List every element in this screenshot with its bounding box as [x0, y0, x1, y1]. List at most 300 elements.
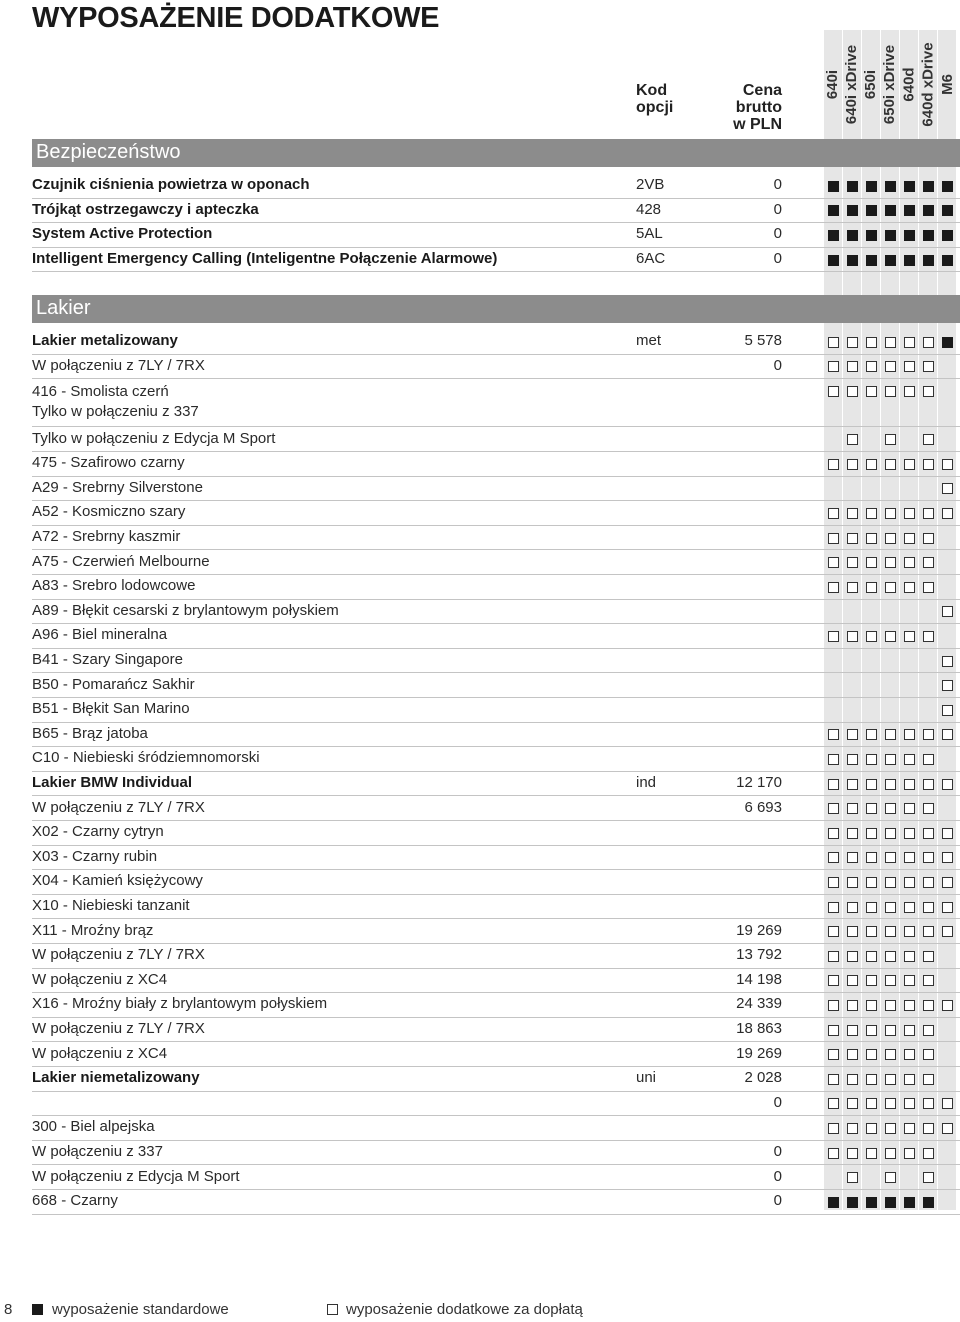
optional-equipment-icon	[942, 902, 953, 913]
table-row	[32, 1165, 960, 1190]
optional-equipment-icon	[885, 1000, 896, 1011]
standard-equipment-icon	[847, 181, 858, 192]
option-name: W połączeniu z 7LY / 7RX	[32, 946, 205, 964]
option-name: W połączeniu z 337	[32, 1143, 163, 1161]
option-price: 0	[773, 1143, 782, 1161]
table-row	[32, 649, 960, 674]
option-name: X02 - Czarny cytryn	[32, 823, 164, 841]
optional-equipment-icon	[885, 779, 896, 790]
standard-equipment-icon	[866, 1197, 877, 1208]
standard-equipment-icon	[923, 230, 934, 241]
optional-equipment-icon	[923, 877, 934, 888]
option-name: A52 - Kosmiczno szary	[32, 503, 186, 521]
optional-equipment-icon	[885, 729, 896, 740]
table-row	[32, 526, 960, 551]
option-name: W połączeniu z 7LY / 7RX	[32, 1020, 205, 1038]
table-row	[32, 673, 960, 698]
standard-equipment-icon	[942, 255, 953, 266]
standard-equipment-icon	[904, 1197, 915, 1208]
optional-equipment-icon	[923, 729, 934, 740]
optional-equipment-icon	[828, 337, 839, 348]
model-label	[862, 38, 880, 131]
optional-equipment-icon	[866, 779, 877, 790]
option-name: Tylko w połączeniu z 337	[32, 403, 199, 421]
optional-equipment-icon	[847, 1025, 858, 1036]
optional-equipment-icon	[847, 975, 858, 986]
optional-equipment-icon	[923, 951, 934, 962]
optional-equipment-icon	[923, 533, 934, 544]
option-price: 18 863	[736, 1020, 782, 1038]
header-option-code: Kod opcji	[636, 82, 674, 116]
table-row	[32, 248, 960, 273]
optional-equipment-icon	[885, 1049, 896, 1060]
optional-equipment-icon	[904, 852, 915, 863]
standard-equipment-icon	[866, 255, 877, 266]
standard-equipment-icon	[847, 255, 858, 266]
optional-equipment-icon	[904, 631, 915, 642]
standard-equipment-icon	[866, 230, 877, 241]
optional-equipment-icon	[866, 1025, 877, 1036]
standard-equipment-icon	[923, 255, 934, 266]
optional-equipment-icon	[904, 361, 915, 372]
optional-equipment-icon	[885, 1148, 896, 1159]
option-code: 2VB	[636, 176, 665, 194]
model-name: 640d	[900, 67, 918, 102]
optional-equipment-icon	[923, 852, 934, 863]
section-title: Lakier	[36, 297, 91, 319]
optional-equipment-icon	[942, 508, 953, 519]
option-name: Lakier metalizowany	[32, 332, 178, 350]
optional-equipment-icon	[885, 557, 896, 568]
optional-equipment-icon	[866, 459, 877, 470]
optional-equipment-icon	[904, 1049, 915, 1060]
standard-equipment-icon	[942, 337, 953, 348]
optional-equipment-icon	[885, 754, 896, 765]
standard-equipment-icon	[904, 181, 915, 192]
optional-equipment-icon	[942, 705, 953, 716]
optional-equipment-icon	[885, 877, 896, 888]
table-row	[32, 575, 960, 600]
option-name: A75 - Czerwień Melbourne	[32, 552, 210, 570]
table-row	[32, 1190, 960, 1215]
optional-equipment-icon	[904, 926, 915, 937]
standard-equipment-icon	[847, 205, 858, 216]
optional-equipment-icon	[942, 483, 953, 494]
standard-equipment-icon	[828, 255, 839, 266]
legend-standard: wyposażenie standardowe	[52, 1301, 229, 1318]
optional-equipment-icon	[904, 533, 915, 544]
model-label	[938, 38, 956, 131]
optional-equipment-icon	[885, 459, 896, 470]
optional-equipment-icon	[904, 828, 915, 839]
optional-equipment-icon	[942, 1000, 953, 1011]
model-label	[900, 38, 918, 131]
optional-equipment-icon	[828, 459, 839, 470]
table-row	[32, 174, 960, 199]
standard-equipment-icon	[904, 230, 915, 241]
standard-equipment-icon	[923, 181, 934, 192]
option-name: C10 - Niebieski śródziemnomorski	[32, 749, 260, 767]
optional-equipment-icon	[828, 902, 839, 913]
option-name: Intelligent Emergency Calling (Inteligentne Połączenie Alarmowe)	[32, 250, 498, 268]
optional-equipment-icon	[847, 1098, 858, 1109]
optional-equipment-icon	[942, 459, 953, 470]
option-code: met	[636, 332, 662, 350]
section-header	[32, 139, 960, 167]
optional-equipment-icon	[866, 337, 877, 348]
optional-equipment-icon	[885, 1172, 896, 1183]
standard-equipment-icon	[828, 181, 839, 192]
table-row	[32, 821, 960, 846]
optional-equipment-icon	[828, 1148, 839, 1159]
optional-equipment-icon	[904, 902, 915, 913]
optional-equipment-icon	[866, 754, 877, 765]
model-name: 640d xDrive	[919, 42, 937, 127]
optional-equipment-icon	[885, 386, 896, 397]
option-name: W połączeniu z XC4	[32, 970, 168, 988]
optional-equipment-icon	[847, 533, 858, 544]
page-number: 8	[4, 1301, 13, 1318]
option-price: 0	[773, 1093, 782, 1111]
header-price: Cena brutto w PLN	[733, 82, 782, 133]
optional-equipment-icon	[828, 828, 839, 839]
option-price: 0	[773, 356, 782, 374]
optional-equipment-icon	[828, 877, 839, 888]
optional-equipment-icon	[847, 582, 858, 593]
option-price: 12 170	[736, 774, 782, 792]
table-row	[32, 796, 960, 821]
optional-equipment-icon	[866, 557, 877, 568]
optional-equipment-icon	[904, 1000, 915, 1011]
optional-equipment-icon	[942, 606, 953, 617]
table-row	[32, 600, 960, 625]
optional-equipment-icon	[828, 779, 839, 790]
table-row	[32, 698, 960, 723]
optional-equipment-icon	[866, 1049, 877, 1060]
table-row	[32, 1092, 960, 1117]
option-price: 2 028	[744, 1069, 782, 1087]
optional-equipment-icon	[904, 508, 915, 519]
optional-equipment-icon	[828, 975, 839, 986]
model-name: M6	[938, 74, 956, 95]
option-name: 475 - Szafirowo czarny	[32, 454, 185, 472]
optional-equipment-icon	[885, 337, 896, 348]
optional-equipment-icon	[904, 951, 915, 962]
table-row	[32, 772, 960, 797]
model-label	[824, 38, 842, 131]
option-name: W połączeniu z Edycja M Sport	[32, 1167, 240, 1185]
option-name: Trójkąt ostrzegawczy i apteczka	[32, 200, 259, 218]
option-price: 0	[773, 176, 782, 194]
standard-equipment-icon	[847, 230, 858, 241]
option-code: 428	[636, 200, 662, 218]
option-name: 300 - Biel alpejska	[32, 1118, 155, 1136]
optional-equipment-icon	[847, 557, 858, 568]
option-price: 13 792	[736, 946, 782, 964]
optional-equipment-icon	[885, 631, 896, 642]
optional-equipment-icon	[923, 508, 934, 519]
model-name: 650i xDrive	[881, 44, 899, 125]
optional-equipment-icon	[942, 779, 953, 790]
table-row	[32, 1141, 960, 1166]
table-row	[32, 944, 960, 969]
optional-equipment-icon	[885, 1123, 896, 1134]
standard-equipment-icon	[828, 205, 839, 216]
optional-equipment-icon	[904, 975, 915, 986]
optional-equipment-icon	[904, 1098, 915, 1109]
optional-equipment-icon	[923, 754, 934, 765]
page-title: WYPOSAŻENIE DODATKOWE	[32, 2, 440, 34]
optional-equipment-icon	[923, 386, 934, 397]
optional-equipment-icon	[866, 951, 877, 962]
optional-equipment-icon	[847, 434, 858, 445]
standard-equipment-icon	[942, 181, 953, 192]
option-name: X04 - Kamień księżycowy	[32, 872, 203, 890]
optional-equipment-icon	[923, 631, 934, 642]
table-row	[32, 846, 960, 871]
optional-equipment-icon	[847, 459, 858, 470]
option-code: 6AC	[636, 250, 666, 268]
optional-equipment-icon	[847, 951, 858, 962]
option-name: Lakier BMW Individual	[32, 774, 193, 792]
table-row	[32, 199, 960, 224]
option-price: 0	[773, 1192, 782, 1210]
option-name: B41 - Szary Singapore	[32, 651, 183, 669]
optional-equipment-icon	[828, 1074, 839, 1085]
option-name: B51 - Błękit San Marino	[32, 700, 190, 718]
optional-equipment-icon	[828, 729, 839, 740]
model-name: 650i	[862, 69, 880, 100]
optional-equipment-icon	[828, 533, 839, 544]
standard-equipment-icon	[885, 230, 896, 241]
optional-equipment-icon	[847, 1123, 858, 1134]
standard-equipment-icon	[885, 255, 896, 266]
table-row	[32, 355, 960, 380]
optional-equipment-icon	[866, 828, 877, 839]
optional-equipment-icon	[847, 1148, 858, 1159]
optional-equipment-icon	[885, 582, 896, 593]
option-name: W połączeniu z XC4	[32, 1044, 168, 1062]
option-name: B65 - Brąz jatoba	[32, 724, 148, 742]
optional-equipment-icon	[885, 975, 896, 986]
optional-equipment-icon	[923, 803, 934, 814]
optional-equipment-icon	[866, 1074, 877, 1085]
optional-equipment-icon	[904, 459, 915, 470]
optional-equipment-icon	[942, 852, 953, 863]
optional-equipment-icon	[866, 1098, 877, 1109]
optional-equipment-icon	[847, 902, 858, 913]
optional-equipment-icon	[847, 1172, 858, 1183]
option-name: X10 - Niebieski tanzanit	[32, 897, 190, 915]
optional-equipment-icon	[904, 754, 915, 765]
table-row	[32, 1018, 960, 1043]
standard-equipment-icon	[942, 205, 953, 216]
optional-equipment-icon	[923, 926, 934, 937]
model-label	[919, 38, 937, 131]
optional-equipment-icon	[904, 877, 915, 888]
optional-equipment-icon	[923, 975, 934, 986]
option-price: 0	[773, 1167, 782, 1185]
optional-equipment-icon	[942, 877, 953, 888]
optional-equipment-icon	[923, 828, 934, 839]
optional-equipment-icon	[828, 1025, 839, 1036]
option-name: 668 - Czarny	[32, 1192, 118, 1210]
option-price: 24 339	[736, 995, 782, 1013]
optional-equipment-icon	[847, 926, 858, 937]
optional-equipment-icon	[866, 852, 877, 863]
optional-equipment-icon	[923, 1000, 934, 1011]
optional-equipment-icon	[828, 508, 839, 519]
optional-equipment-icon	[866, 729, 877, 740]
option-name: W połączeniu z 7LY / 7RX	[32, 356, 205, 374]
option-name: A72 - Srebrny kaszmir	[32, 528, 181, 546]
optional-equipment-icon	[885, 533, 896, 544]
optional-equipment-icon	[828, 1098, 839, 1109]
optional-equipment-icon	[866, 582, 877, 593]
table-row	[32, 477, 960, 502]
standard-equipment-icon	[904, 205, 915, 216]
optional-equipment-icon	[904, 1074, 915, 1085]
section-header	[32, 295, 960, 323]
optional-equipment-icon	[885, 803, 896, 814]
option-price: 0	[773, 250, 782, 268]
optional-equipment-icon	[942, 680, 953, 691]
standard-equipment-icon	[885, 205, 896, 216]
optional-equipment-icon	[866, 803, 877, 814]
optional-equipment-icon	[828, 1000, 839, 1011]
optional-equipment-icon	[828, 754, 839, 765]
optional-equipment-icon	[866, 926, 877, 937]
optional-equipment-icon	[847, 779, 858, 790]
option-name: X11 - Mroźny brąz	[32, 921, 154, 939]
optional-equipment-icon	[866, 533, 877, 544]
optional-equipment-icon	[923, 337, 934, 348]
table-row	[32, 870, 960, 895]
option-price: 19 269	[736, 921, 782, 939]
model-label	[843, 38, 861, 131]
optional-equipment-icon	[866, 386, 877, 397]
optional-equipment-icon	[828, 803, 839, 814]
optional-equipment-icon	[923, 1025, 934, 1036]
optional-equipment-icon	[847, 361, 858, 372]
optional-equipment-icon	[828, 557, 839, 568]
standard-equipment-icon	[942, 230, 953, 241]
optional-equipment-icon	[847, 1049, 858, 1060]
optional-equipment-icon	[942, 1123, 953, 1134]
optional-equipment-icon	[828, 631, 839, 642]
optional-equipment-icon	[923, 459, 934, 470]
optional-equipment-icon	[885, 902, 896, 913]
option-price: 6 693	[744, 798, 782, 816]
optional-equipment-icon	[885, 361, 896, 372]
optional-equipment-icon	[866, 361, 877, 372]
table-row	[32, 1116, 960, 1141]
optional-equipment-icon	[885, 926, 896, 937]
optional-equipment-icon	[904, 779, 915, 790]
option-name: Czujnik ciśnienia powietrza w oponach	[32, 176, 310, 194]
optional-equipment-icon	[885, 951, 896, 962]
option-price: 19 269	[736, 1044, 782, 1062]
option-name: 416 - Smolista czerń	[32, 383, 169, 401]
optional-equipment-icon	[942, 828, 953, 839]
optional-equipment-icon	[923, 582, 934, 593]
optional-equipment-icon	[904, 557, 915, 568]
option-name: Lakier niemetalizowany	[32, 1069, 200, 1087]
option-name: System Active Protection	[32, 225, 213, 243]
optional-equipment-icon	[847, 828, 858, 839]
optional-equipment-icon	[847, 386, 858, 397]
model-name: 640i	[824, 69, 842, 100]
optional-equipment-icon	[866, 975, 877, 986]
optional-equipment-icon	[885, 508, 896, 519]
standard-equipment-icon	[885, 181, 896, 192]
optional-equipment-icon	[847, 337, 858, 348]
optional-equipment-icon	[923, 902, 934, 913]
optional-equipment-icon	[923, 779, 934, 790]
table-row	[32, 223, 960, 248]
standard-equipment-icon	[904, 255, 915, 266]
optional-equipment-icon	[866, 1000, 877, 1011]
table-row	[32, 895, 960, 920]
option-code: uni	[636, 1069, 657, 1087]
optional-equipment-icon	[923, 1148, 934, 1159]
standard-equipment-icon	[866, 205, 877, 216]
option-code: 5AL	[636, 225, 663, 243]
legend-optional: wyposażenie dodatkowe za dopłatą	[346, 1301, 583, 1318]
table-row	[32, 501, 960, 526]
option-price: 0	[773, 200, 782, 218]
standard-equipment-icon	[923, 1197, 934, 1208]
optional-equipment-icon	[923, 1098, 934, 1109]
table-row	[32, 1067, 960, 1092]
table-row	[32, 993, 960, 1018]
optional-equipment-icon	[885, 1074, 896, 1085]
optional-equipment-icon	[942, 926, 953, 937]
optional-equipment-icon	[866, 508, 877, 519]
optional-equipment-icon	[904, 803, 915, 814]
optional-equipment-icon	[866, 902, 877, 913]
optional-equipment-icon	[828, 852, 839, 863]
optional-equipment-icon	[904, 1025, 915, 1036]
option-price: 14 198	[736, 970, 782, 988]
option-code: ind	[636, 774, 657, 792]
option-name: W połączeniu z 7LY / 7RX	[32, 798, 205, 816]
optional-equipment-icon	[327, 1304, 338, 1315]
optional-equipment-icon	[904, 337, 915, 348]
standard-equipment-icon	[923, 205, 934, 216]
optional-equipment-icon	[847, 508, 858, 519]
optional-equipment-icon	[885, 434, 896, 445]
standard-equipment-icon	[885, 1197, 896, 1208]
option-price: 5 578	[744, 332, 782, 350]
optional-equipment-icon	[923, 1049, 934, 1060]
optional-equipment-icon	[828, 582, 839, 593]
optional-equipment-icon	[866, 1148, 877, 1159]
optional-equipment-icon	[866, 877, 877, 888]
optional-equipment-icon	[847, 729, 858, 740]
optional-equipment-icon	[923, 1123, 934, 1134]
option-name: B50 - Pomarańcz Sakhir	[32, 675, 195, 693]
standard-equipment-icon	[828, 1197, 839, 1208]
optional-equipment-icon	[885, 1098, 896, 1109]
option-name: A29 - Srebrny Silverstone	[32, 478, 203, 496]
option-name: A96 - Biel mineralna	[32, 626, 168, 644]
table-row	[32, 427, 960, 452]
optional-equipment-icon	[866, 1123, 877, 1134]
optional-equipment-icon	[904, 386, 915, 397]
option-name: Tylko w połączeniu z Edycja M Sport	[32, 429, 276, 447]
table-row	[32, 747, 960, 772]
